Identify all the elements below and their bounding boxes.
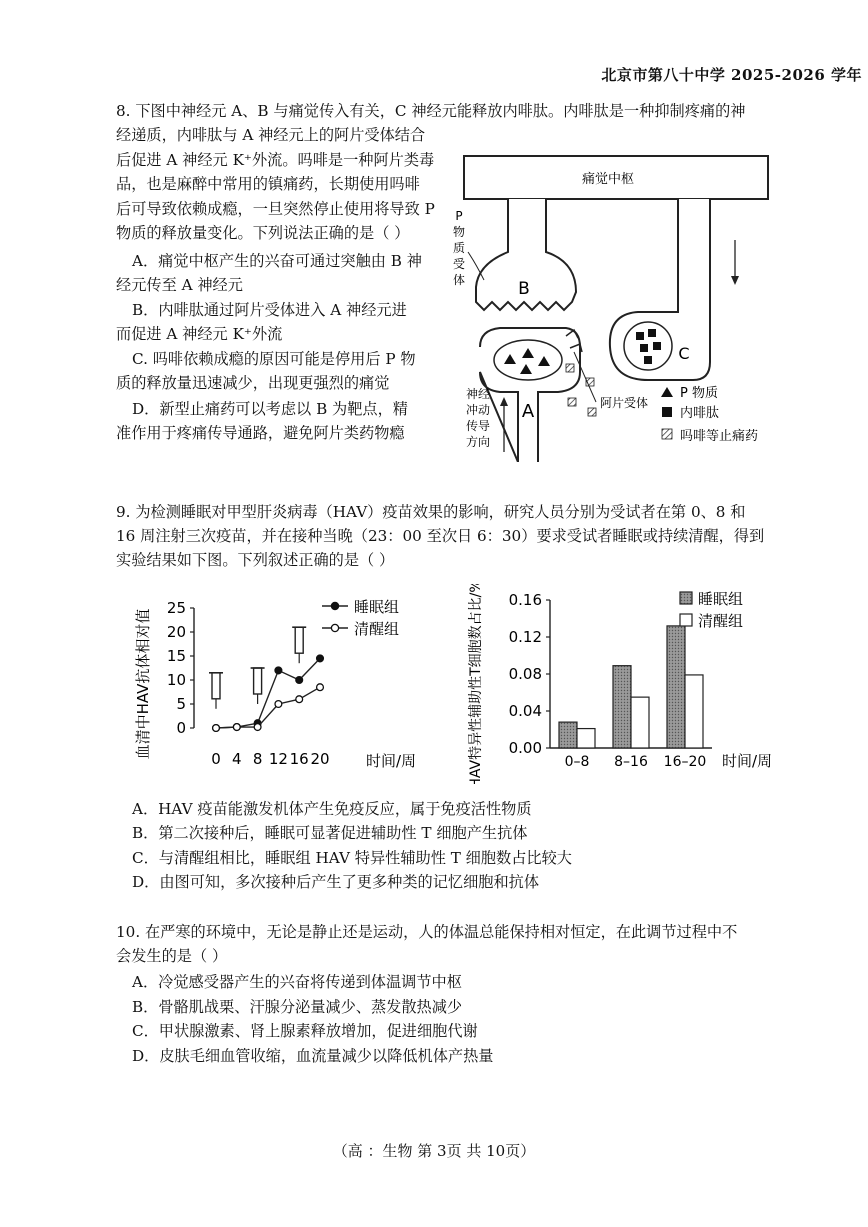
chart1-x-tick-label: 12: [268, 750, 288, 768]
syringe-icon: [292, 627, 306, 663]
chart2-bar: [577, 729, 595, 748]
chart1-y-tick-label: 0: [176, 719, 186, 737]
q9-stem-line: 16 周注射三次疫苗，并在接种当晚（23：00 至次日 6：30）要求受试者睡眠或持续清醒，得到: [116, 527, 765, 545]
chart2-x-tick-label: 16–20: [663, 754, 707, 770]
chart1-legend-label: 清醒组: [354, 620, 400, 638]
q10-option-a: A．冷觉感受器产生的兴奋将传递到体温调节中枢: [132, 973, 462, 991]
chart2-y-tick-label: 0.08: [508, 665, 542, 683]
legend-hatched-icon: [662, 429, 672, 439]
direction-label: 神经: [465, 387, 491, 401]
q8-option-d-cont: 准作用于疼痛传导通路，避免阿片类药物瘾: [116, 424, 405, 442]
chart2-ylabel: HAV特异性辅助性T细胞数占比/%: [468, 584, 484, 784]
chart1-xlabel: 时间/周: [366, 752, 417, 770]
chart1-x-tick-label: 4: [232, 750, 242, 768]
chart2-x-tick-label: 8–16: [614, 754, 648, 770]
pain-center-label: 痛觉中枢: [581, 172, 635, 187]
q8-stem-line: 后促进 A 神经元 K⁺外流。吗啡是一种阿片类毒: [116, 151, 435, 169]
chart2-y-tick-label: 0.00: [508, 739, 542, 757]
syringe-icon: [209, 673, 223, 709]
chart1-point: [317, 655, 324, 662]
q8-stem-line: 经递质，内啡肽与 A 神经元上的阿片受体结合: [116, 126, 426, 144]
chart1-point: [296, 696, 303, 703]
chart2-legend-swatch: [680, 592, 692, 604]
chart2-x-tick-label: 0–8: [564, 754, 590, 770]
chart1-legend-marker: [331, 624, 338, 631]
chart2-legend-label: 清醒组: [698, 612, 744, 630]
chart2-xlabel: 时间/周: [722, 752, 773, 770]
chart1-point: [275, 667, 282, 674]
p-receptor-pointer: [468, 252, 484, 280]
neuron-b-label: B: [518, 279, 530, 299]
chart2-bar: [613, 666, 631, 748]
neuron-synapse-diagram: [448, 152, 778, 462]
neuron-a-label: A: [521, 401, 535, 422]
chart1-ylabel: 血清中HAV抗体相对值: [134, 608, 152, 760]
q10-stem-line: 会发生的是（ ）: [116, 947, 228, 965]
p-receptor-label: 体: [452, 273, 466, 287]
legend-triangle-icon: [661, 387, 673, 397]
q10-option-c: C．甲状腺激素、肾上腺素释放增加，促进细胞代谢: [132, 1022, 478, 1040]
chart1-point: [317, 684, 324, 691]
chart2-legend-label: 睡眠组: [698, 590, 744, 608]
direction-label: 传导: [465, 419, 491, 433]
q8-stem-line: 品，也是麻醉中常用的镇痛药，长期使用吗啡: [116, 175, 420, 193]
chart1-x-tick-label: 8: [252, 750, 263, 768]
q9-option-c: C．与清醒组相比，睡眠组 HAV 特异性辅助性 T 细胞数占比较大: [132, 849, 572, 867]
chart2-y-tick-label: 0.16: [508, 591, 542, 609]
legend-p-substance: P 物质: [680, 386, 718, 401]
direction-label: 方向: [465, 435, 491, 449]
legend-morphine: 吗啡等止痛药: [680, 429, 759, 444]
q9-stem-line: 9. 为检测睡眠对甲型肝炎病毒（HAV）疫苗效果的影响，研究人员分别为受试者在第 0、8 和: [116, 503, 746, 521]
q8-stem-line: 物质的释放量变化。下列说法正确的是（ ）: [116, 224, 410, 242]
q9-stem-line: 实验结果如下图。下列叙述正确的是（ ）: [116, 551, 395, 569]
q8-option-c-cont: 质的释放量迅速减少，出现更强烈的痛觉: [116, 374, 390, 392]
chart1-legend-label: 睡眠组: [354, 598, 400, 616]
school-header: 北京市第八十中学 2025-2026 学年: [601, 66, 862, 84]
chart2-y-tick-label: 0.12: [508, 628, 542, 646]
chart2-bar: [631, 697, 649, 748]
q10-option-b: B．骨骼肌战栗、汗腺分泌量减少、蒸发散热减少: [132, 998, 463, 1016]
q8-stem-line1: 8. 下图中神经元 A、B 与痛觉传入有关，C 神经元能释放内啡肽。内啡肽是一种抑制疼痛的神: [116, 102, 746, 120]
chart1-point: [254, 724, 261, 731]
chart1-series-line-0: [216, 658, 320, 728]
chart1-point: [233, 724, 240, 731]
legend-square-icon: [662, 407, 672, 417]
page-footer: （高 ：生物 第 3页 共 10页）: [332, 1142, 536, 1160]
chart1-y-tick-label: 20: [166, 623, 186, 641]
q10-stem-line: 10. 在严寒的环境中，无论是静止还是运动，人的体温总能保持相对恒定，在此调节过程中不: [116, 923, 738, 941]
q8-option-c: C. 吗啡依赖成瘾的原因可能是停用后 P 物: [132, 350, 416, 368]
q9-option-d: D．由图可知，多次接种后产生了更多种类的记忆细胞和抗体: [132, 873, 540, 891]
p-receptor-label: 质: [452, 241, 466, 255]
chart1-point: [275, 701, 282, 708]
chart1-point: [296, 677, 303, 684]
q8-option-b-cont: 而促进 A 神经元 K⁺外流: [116, 325, 283, 343]
q8-option-a: A．痛觉中枢产生的兴奋可通过突触由 B 神: [132, 252, 422, 270]
chart2-legend-swatch: [680, 614, 692, 626]
syringe-icon: [251, 668, 265, 704]
legend-endorphin: 内啡肽: [680, 406, 720, 421]
chart1-y-tick-label: 5: [176, 695, 186, 713]
chart1-x-tick-label: 20: [310, 750, 330, 768]
chart2-bar: [667, 626, 685, 748]
q10-option-d: D．皮肤毛细血管收缩，血流量减少以降低机体产热量: [132, 1047, 494, 1065]
neuron-c-label: C: [678, 344, 690, 363]
chart1-y-tick-label: 25: [166, 599, 186, 617]
q8-option-a-cont: 经元传至 A 神经元: [116, 276, 243, 294]
t-cell-bar-chart: [458, 584, 788, 784]
chart2-bar: [685, 675, 703, 748]
opioid-receptor-label: 阿片受体: [600, 396, 649, 410]
chart1-point: [213, 725, 220, 732]
p-receptor-label: 物: [452, 225, 466, 239]
chart1-y-tick-label: 10: [166, 671, 186, 689]
q9-option-a: A．HAV 疫苗能激发机体产生免疫反应，属于免疫活性物质: [132, 800, 532, 818]
p-receptor-label: 受: [452, 257, 466, 271]
p-receptor-label-p: P: [455, 209, 463, 223]
chart1-series-line-1: [216, 687, 320, 728]
chart2-y-tick-label: 0.04: [508, 702, 542, 720]
q8-option-d: D．新型止痛药可以考虑以 B 为靶点，精: [132, 400, 408, 418]
chart2-bar: [559, 722, 577, 748]
chart1-x-tick-label: 0: [211, 750, 221, 768]
antibody-line-chart: [128, 584, 428, 784]
chart1-x-tick-label: 16: [289, 750, 309, 768]
q8-option-b: B．内啡肽通过阿片受体进入 A 神经元进: [132, 301, 407, 319]
direction-label: 冲动: [465, 403, 491, 417]
chart1-y-tick-label: 15: [166, 647, 186, 665]
q9-option-b: B．第二次接种后，睡眠可显著促进辅助性 T 细胞产生抗体: [132, 824, 528, 842]
q8-stem-line: 后可导致依赖成瘾，一旦突然停止使用将导致 P: [116, 200, 435, 218]
chart1-legend-marker: [331, 602, 338, 609]
